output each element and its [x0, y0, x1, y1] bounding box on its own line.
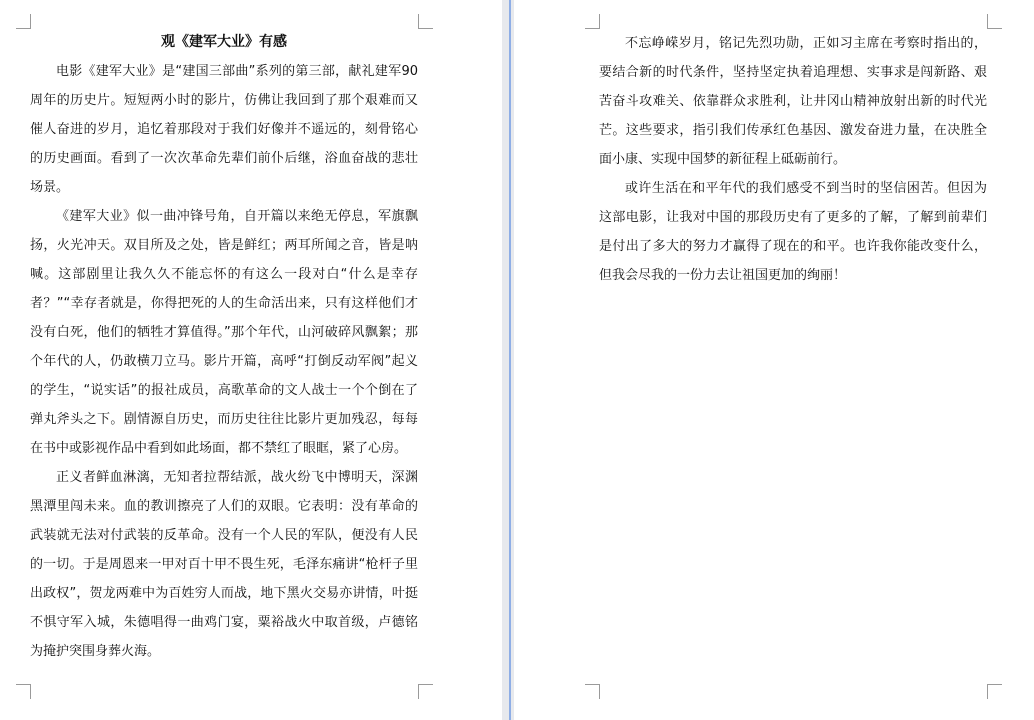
corner-mark-bottom-left	[16, 684, 31, 699]
document-page-right	[514, 0, 1034, 720]
page-text-right[interactable]	[599, 29, 987, 290]
page-gap	[502, 0, 514, 720]
document-page-left	[0, 0, 502, 720]
page-divider	[509, 0, 511, 720]
corner-mark-top-left	[585, 14, 600, 29]
page-text-left[interactable]	[30, 28, 418, 666]
paragraph: 不忘峥嵘岁月，铭记先烈功勋，正如习主席在考察时指出的，要结合新的时代条件，坚持坚定执着追理想、实事求是闯新路、艰苦奋斗攻难关、依靠群众求胜利，让井冈山精神放射出新的时代光芒。这些要求，指引我们传承红色基因、激发奋进力量，在决胜全面小康、实现中国梦的新征程上砥砺前行。	[599, 36, 987, 167]
paragraph: 或许生活在和平年代的我们感受不到当时的坚信困苦。但因为这部电影，让我对中国的那段历史有了更多的了解，了解到前辈们是付出了多大的努力才赢得了现在的和平。也许我你能改变什么，但我会尽我的一份力去让祖国更加的绚丽！	[599, 181, 987, 283]
paragraph: 电影《建军大业》是“建国三部曲”系列的第三部，献礼建军90周年的历史片。短短两小时的影片，仿佛让我回到了那个艰难而又催人奋进的岁月，追忆着那段对于我们好像并不遥远的，刻骨铭心的历史画面。看到了一次次革命先辈们前仆后继，浴血奋战的悲壮场景。	[30, 64, 418, 195]
corner-mark-bottom-right	[418, 684, 433, 699]
corner-mark-top-right	[418, 14, 433, 29]
paragraph: 《建军大业》似一曲冲锋号角，自开篇以来绝无停息，军旗飘扬，火光冲天。双目所及之处，皆是鲜红；两耳所闻之音，皆是呐喊。这部剧里让我久久不能忘怀的有这么一段对白“什么是幸存者？”“幸存者就是，你得把死的人的生命活出来，只有这样他们才没有白死，他们的牺牲才算值得。”那个年代，山河破碎风飘絮；那个年代的人，仍敢横刀立马。影片开篇，高呼“打倒反动军阀”起义的学生，“说实话”的报社成员，高歌革命的文人战士一个个倒在了弹丸斧头之下。剧情源自历史，而历史往往比影片更加残忍，每每在书中或影视作品中看到如此场面，都不禁红了眼眶，紧了心房。	[30, 209, 418, 456]
corner-mark-top-right	[987, 14, 1002, 29]
corner-mark-top-left	[16, 14, 31, 29]
document-title: 观《建军大业》有感	[161, 34, 287, 50]
corner-mark-bottom-right	[987, 684, 1002, 699]
paragraph: 正义者鲜血淋漓，无知者拉帮结派，战火纷飞中博明天，深渊黑潭里闯未来。血的教训擦亮了人们的双眼。它表明：没有革命的武装就无法对付武装的反革命。没有一个人民的军队，便没有人民的一切。于是周恩来一甲对百十甲不畏生死，毛泽东痛讲“枪杆子里出政权”，贺龙两难中为百姓穷人而战，地下黑火交易亦讲情，叶挺不惧守军入城，朱德唱得一曲鸡门宴，粟裕战火中取首级，卢德铭为掩护突围身葬火海。	[30, 470, 418, 659]
corner-mark-bottom-left	[585, 684, 600, 699]
